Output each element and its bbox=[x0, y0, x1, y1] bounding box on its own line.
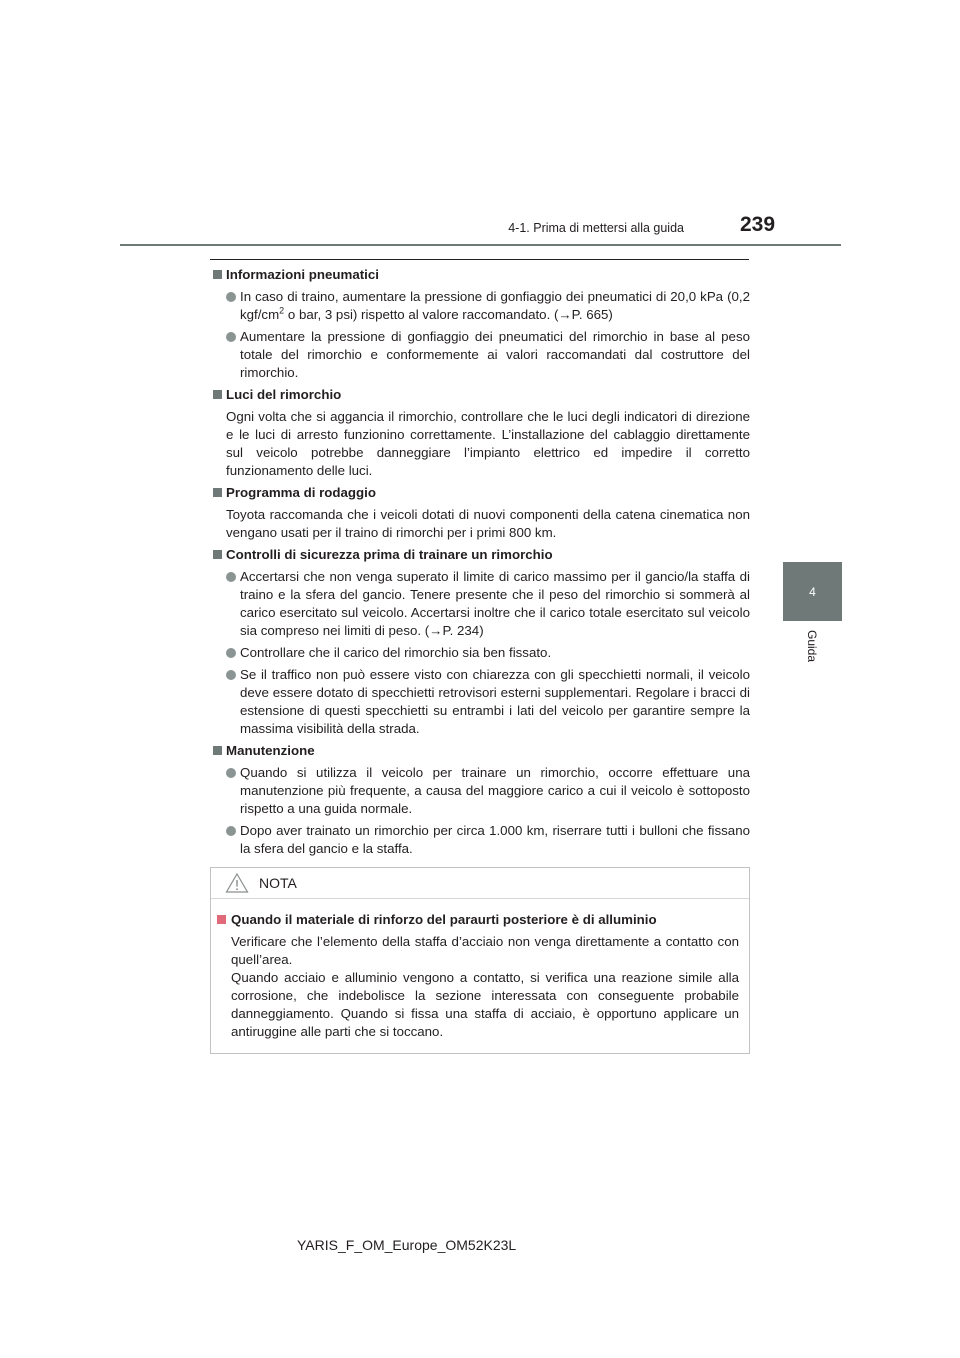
round-bullet-icon bbox=[226, 768, 236, 778]
document-code: YARIS_F_OM_Europe_OM52K23L bbox=[297, 1237, 517, 1253]
chapter-number: 4 bbox=[809, 584, 816, 599]
round-bullet-icon bbox=[226, 332, 236, 342]
round-bullet-icon bbox=[226, 292, 236, 302]
list-item bbox=[226, 764, 750, 818]
list-item bbox=[226, 328, 750, 382]
list-item-text: Controllare che il carico del rimorchio sia ben fissato. bbox=[240, 645, 552, 660]
list-item bbox=[226, 666, 750, 738]
heading-text: Programma di rodaggio bbox=[226, 485, 376, 500]
note-paragraph: Verificare che l’elemento della staffa d’acciaio non venga direttamente a contatto con quell’area. bbox=[231, 934, 739, 967]
page-number: 239 bbox=[740, 213, 776, 236]
section-title: 4-1. Prima di mettersi alla guida bbox=[508, 221, 684, 235]
list-item-text bbox=[240, 288, 750, 324]
list-item-text: Dopo aver trainato un rimorchio per circa 1.000 km, riserrare tutti i bulloni che fissano la sfera del gancio e la staffa. bbox=[240, 823, 750, 856]
heading-text: Informazioni pneumatici bbox=[226, 267, 379, 282]
warning-triangle-icon bbox=[225, 872, 249, 894]
list-item-text: Accertarsi che non venga superato il limite di carico massimo per il gancio/la staffa di traino e la sfera del gancio. Tenere presente che il peso del rimorchio si sommerà al carico esercitato sul veicolo. Accertarsi inoltre che il carico totale esercitato sul veicolo sia compreso nei limiti di peso. (→P. 234) bbox=[240, 569, 750, 638]
tyre-pressure-text-b: o bar, 3 psi) rispetto al valore raccomandato. (→P. 665) bbox=[284, 307, 613, 322]
section-heading-maintenance bbox=[210, 742, 750, 760]
section-heading-tyre bbox=[210, 266, 750, 284]
header-rule bbox=[120, 244, 841, 246]
square-bullet-icon bbox=[217, 915, 226, 924]
list-item bbox=[226, 568, 750, 640]
square-bullet-icon bbox=[213, 390, 222, 399]
list-item-text: Aumentare la pressione di gonfiaggio dei pneumatici del rimorchio in base al peso totale del rimorchio e conformemente ai valori raccomandati dal costruttore del rimorchio. bbox=[240, 329, 750, 380]
note-box bbox=[210, 867, 750, 1054]
square-bullet-icon bbox=[213, 746, 222, 755]
note-heading-text: Quando il materiale di rinforzo del paraurti posteriore è di alluminio bbox=[231, 912, 657, 927]
note-heading bbox=[217, 911, 739, 929]
note-body bbox=[211, 899, 749, 1041]
section-heading-break-in bbox=[210, 484, 750, 502]
heading-text: Controlli di sicurezza prima di trainare un rimorchio bbox=[226, 547, 553, 562]
tyre-pressure-text-a: In caso di traino, aumentare la pressione di gonfiaggio dei pneumatici di 20,0 kPa (0,2 kgf/cm bbox=[240, 289, 750, 322]
main-content bbox=[210, 266, 750, 862]
section-heading-lights bbox=[210, 386, 750, 404]
note-header bbox=[211, 868, 749, 899]
heading-text: Luci del rimorchio bbox=[226, 387, 342, 402]
list-item-text: Se il traffico non può essere visto con chiarezza con gli specchietti normali, il veicolo deve essere dotato di specchietti retrovisori esterni supplementari. Regolare i bracci di estensione di questi specchietti su entrambi i lati del veicolo per garantire sempre la massima visibilità della strada. bbox=[240, 667, 750, 736]
chapter-name: Guida bbox=[805, 630, 819, 663]
round-bullet-icon bbox=[226, 572, 236, 582]
round-bullet-icon bbox=[226, 648, 236, 658]
paragraph: Ogni volta che si aggancia il rimorchio, controllare che le luci degli indicatori di direzione e le luci di arresto funzionino correttamente. L’installazione del cablaggio direttamente sul veicolo potrebbe danneggiare l’impianto elettrico ed impedire il corretto funzionamento delle luci. bbox=[226, 409, 750, 478]
chapter-tab bbox=[783, 562, 842, 621]
list-item bbox=[226, 288, 750, 324]
superscript: 2 bbox=[279, 305, 285, 316]
square-bullet-icon bbox=[213, 550, 222, 559]
paragraph: Toyota raccomanda che i veicoli dotati di nuovi componenti della catena cinematica non vengano usati per il traino di rimorchi per i primi 800 km. bbox=[226, 507, 750, 540]
note-paragraph: Quando acciaio e alluminio vengono a contatto, si verifica una reazione simile alla corrosione, che indebolisce la sezione interessata con conseguente probabile danneggiamento. Quando si fissa una staffa di acciaio, è opportuno applicare un antiruggine alle parti che si toccano. bbox=[231, 970, 739, 1039]
list-item-text: Quando si utilizza il veicolo per trainare un rimorchio, occorre effettuare una manutenzione più frequente, a causa del maggiore carico a cui il veicolo è sottoposto rispetto a una guida normale. bbox=[240, 765, 750, 816]
round-bullet-icon bbox=[226, 826, 236, 836]
content-top-rule bbox=[210, 259, 749, 260]
note-label: NOTA bbox=[259, 875, 297, 891]
section-heading-safety bbox=[210, 546, 750, 564]
square-bullet-icon bbox=[213, 270, 222, 279]
list-item bbox=[226, 644, 750, 662]
round-bullet-icon bbox=[226, 670, 236, 680]
heading-text: Manutenzione bbox=[226, 743, 315, 758]
square-bullet-icon bbox=[213, 488, 222, 497]
list-item bbox=[226, 822, 750, 858]
